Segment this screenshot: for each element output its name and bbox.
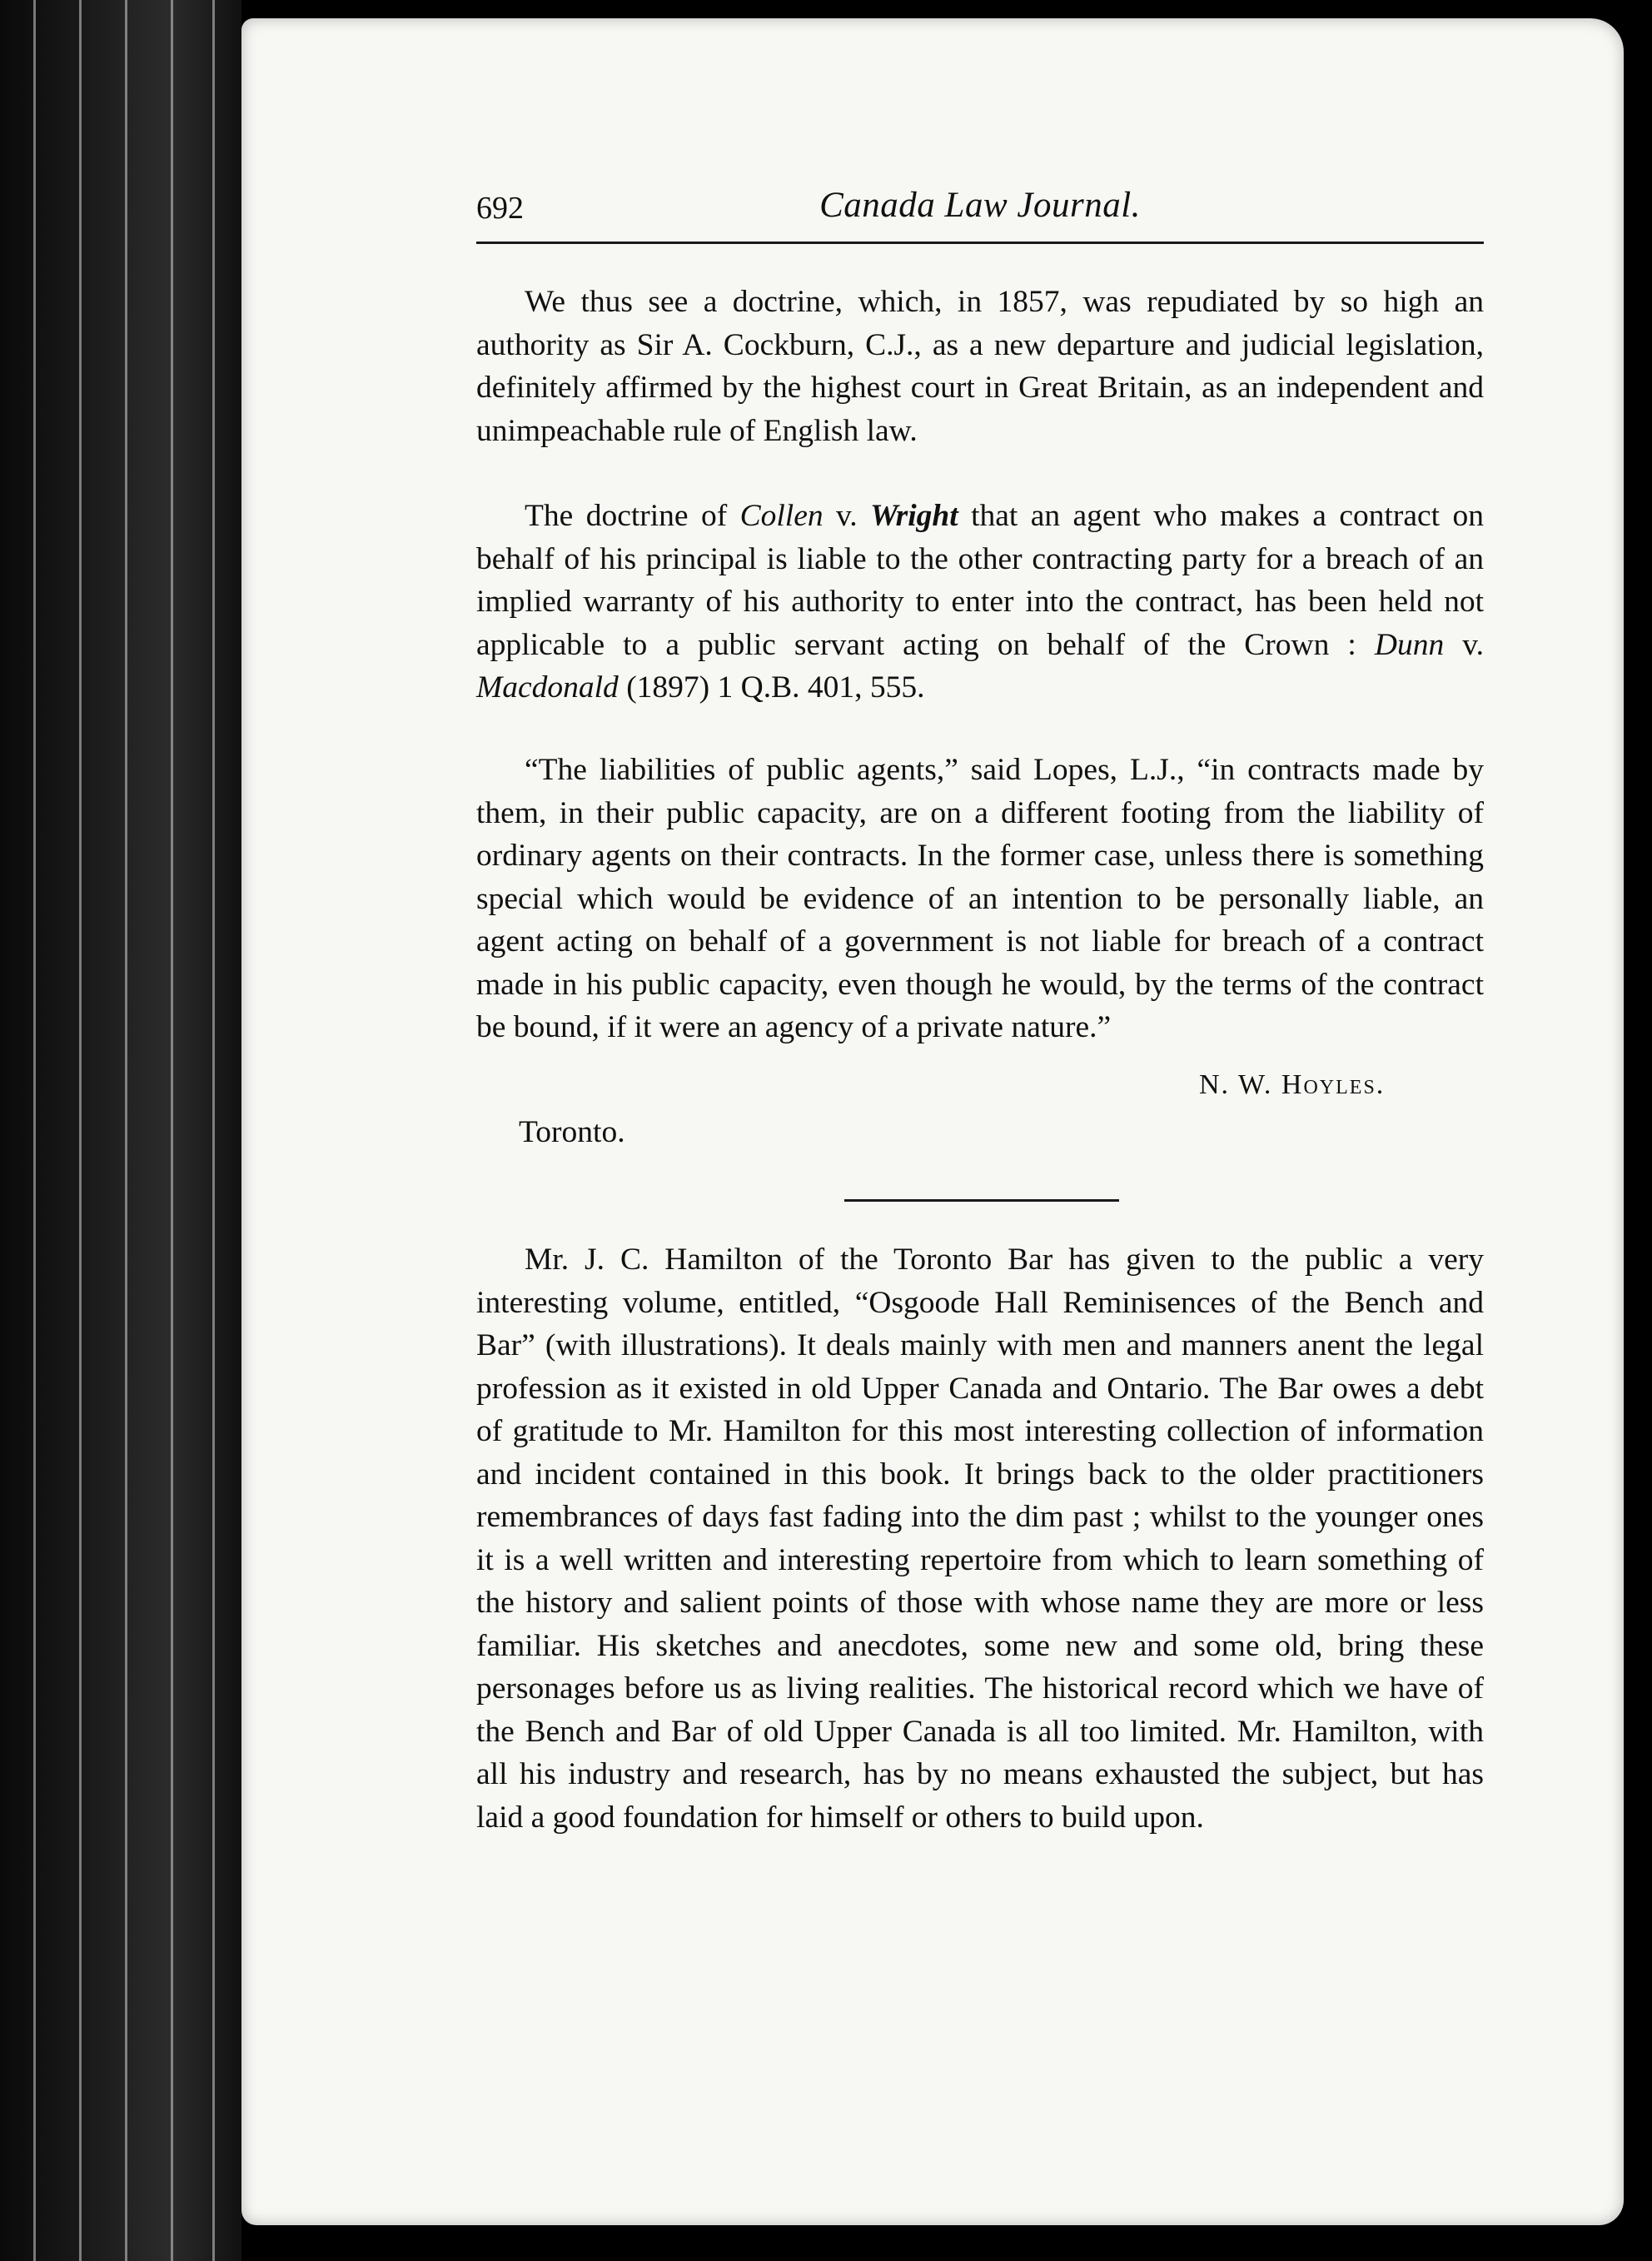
text-run: v. xyxy=(823,499,871,533)
case-party-name: Macdonald xyxy=(476,670,619,705)
section-divider xyxy=(844,1199,1119,1202)
author-initials: N. W. xyxy=(1199,1069,1281,1100)
paragraph-doctrine-affirmed xyxy=(476,281,1484,452)
page-number: 692 xyxy=(476,191,524,226)
scan-streak xyxy=(212,0,215,2261)
scan-streak xyxy=(33,0,36,2261)
paragraph-hamilton-review xyxy=(476,1238,1484,1839)
scan-streak xyxy=(125,0,127,2261)
paragraph-text: Mr. J. C. Hamilton of the Toronto Bar has given to the public a very interesting volume, entitled, “Osgoode Hall Reminisences of the Bench and Bar” (with illustrations). It deals mainly with men and manners anent the legal profession as it existed in old Upper Canada and Ontario. The Bar owes a debt of gratitude to Mr. Hamilton for this most interesting collection of information and incident contained in this book. It brings back to the older practitioners remembrances of days fast fading into the dim past ; whilst to the younger ones it is a well written and interesting repertoire from which to learn something of the history and salient points of those with whose name they are more or less familiar. His sketches and anecdotes, some new and some old, bring these personages before us as living realities. The historical record which we have of the Bench and Bar of old Upper Canada is all too limited. Mr. Hamilton, with all his industry and research, has by no means exhausted the subject, but has laid a good foundation for himself or others to build upon. xyxy=(476,1243,1484,1835)
text-run: The doctrine of xyxy=(525,499,740,533)
running-title: Canada Law Journal. xyxy=(819,186,1141,225)
paragraph-lopes-quote xyxy=(476,749,1484,1049)
author-surname: Hoyles. xyxy=(1281,1069,1386,1100)
text-run: v. xyxy=(1444,627,1484,662)
place-line: Toronto. xyxy=(519,1115,625,1149)
page-header xyxy=(476,185,1484,244)
paragraph-text: “The liabilities of public agents,” said Lopes, L.J., “in contracts made by them, in their public capacity, are on a different footing from the liability of ordinary agents on their contracts. In the former case, unless there is something special which would be evidence of an intention to be personally liable, an agent acting on behalf of a government is not liable for breach of a contract made in his public capacity, even though he would, by the terms of the contract be bound, if it were an agency of a private nature.” xyxy=(476,753,1484,1044)
document-page xyxy=(241,18,1624,2225)
case-party-name: Wright xyxy=(870,499,958,533)
scanned-page-edge xyxy=(0,0,241,2261)
paragraph-text xyxy=(476,495,1484,710)
scan-streak xyxy=(171,0,173,2261)
scan-streak xyxy=(79,0,82,2261)
case-party-name: Dunn xyxy=(1374,627,1445,662)
case-party-name: Collen xyxy=(739,499,824,533)
text-run: that an agent who makes a contract on behalf of his principal is liable to the other contracting party for a breach of an implied warranty of his authority to enter into the contract, has been held not applicable to a public servant acting on behalf of the Crown : xyxy=(476,499,1484,662)
paragraph-collen-v-wright xyxy=(476,495,1484,710)
paragraph-text: We thus see a doctrine, which, in 1857, was repudiated by so high an authority as Sir A. Cockburn, C.J., as a new departure and judicial legislation, definitely affirmed by the highest court in Great Britain, as an independent and unimpeachable rule of English law. xyxy=(476,285,1484,448)
author-signature xyxy=(1199,1069,1385,1101)
case-citation: (1897) 1 Q.B. 401, 555. xyxy=(618,670,925,705)
